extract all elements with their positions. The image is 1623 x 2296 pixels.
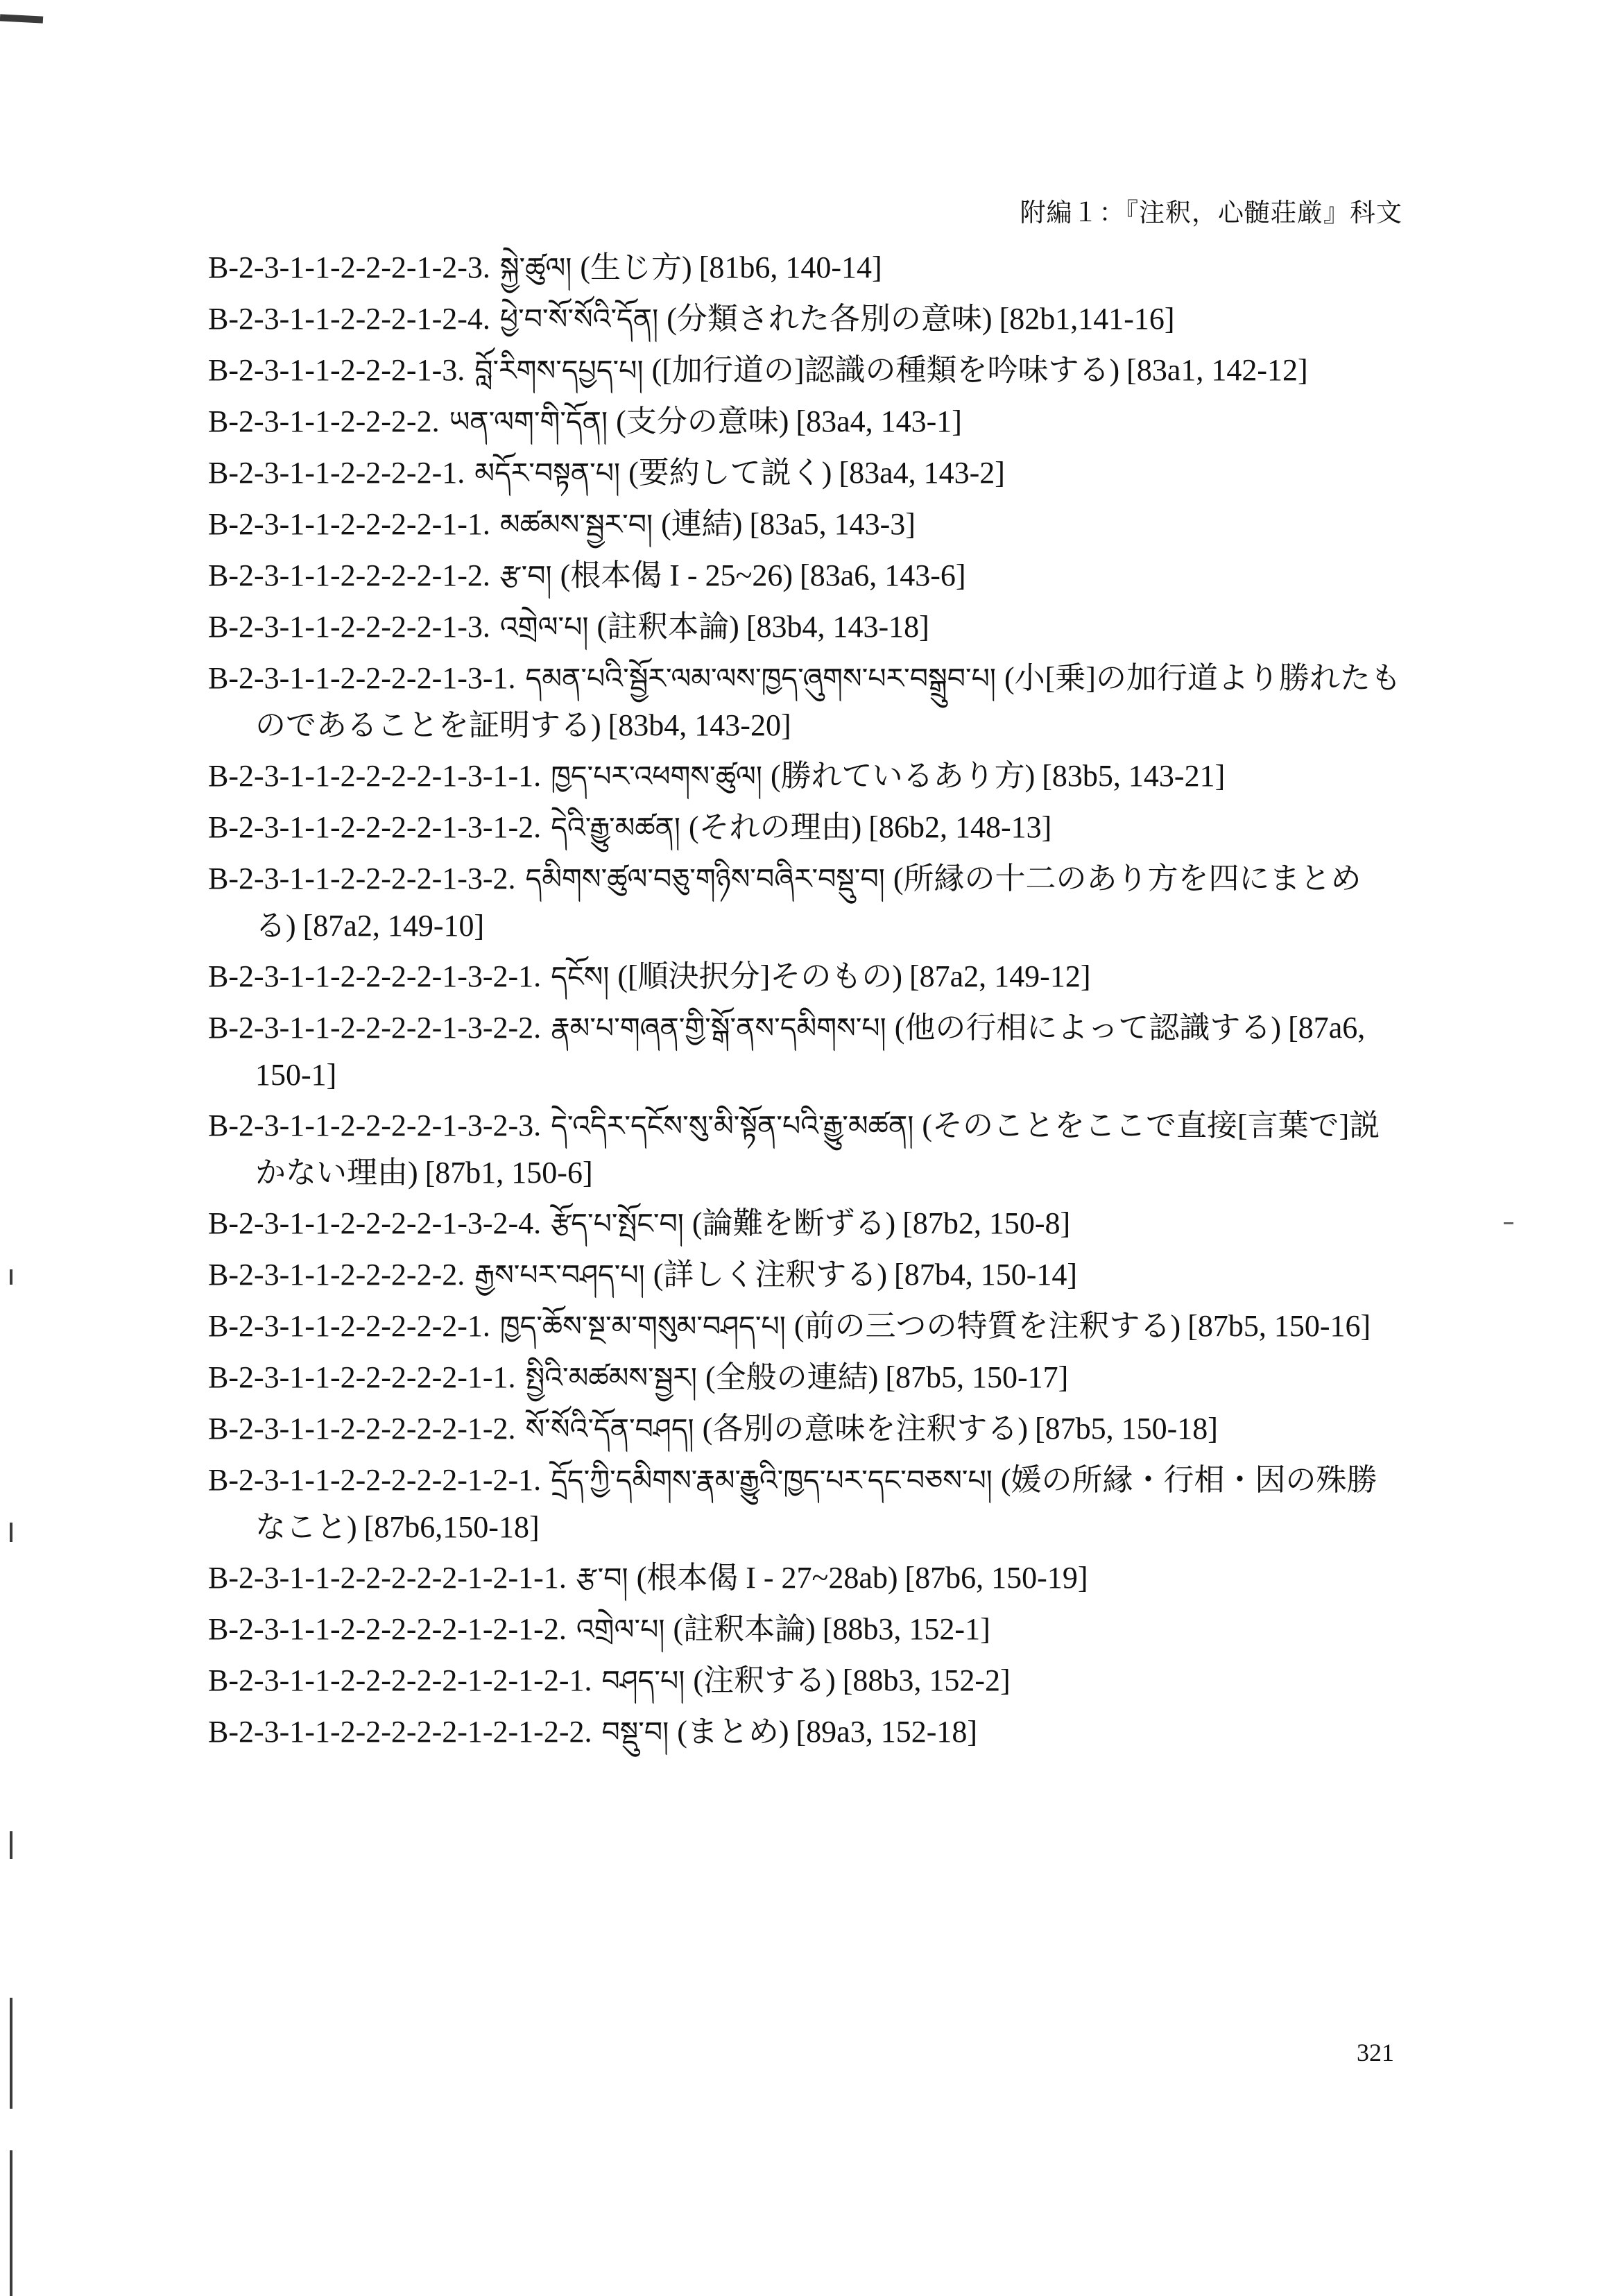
scan-edge-mark bbox=[10, 1831, 12, 1859]
japanese-gloss: (連結) bbox=[661, 507, 743, 541]
page-reference: [87a2, 149-12] bbox=[909, 959, 1091, 993]
tibetan-heading: དྲོད་ཀྱི་དམིགས་རྣམ་རྒྱུའི་ཁྱད་པར་དང་བཅས་པ། bbox=[551, 1464, 993, 1497]
outline-entry bbox=[208, 501, 1401, 548]
outline-entry bbox=[208, 855, 1401, 949]
outline-entry bbox=[208, 1405, 1401, 1453]
outline-entry bbox=[208, 1200, 1401, 1247]
outline-code: B-2-3-1-1-2-2-2-2-1-3-2-2. bbox=[208, 1011, 542, 1045]
tibetan-heading: རྣམ་པ་གཞན་གྱི་སྒོ་ནས་དམིགས་པ། bbox=[551, 1011, 886, 1045]
tibetan-heading: དེ་འདིར་དངོས་སུ་མི་སྟོན་པའི་རྒྱུ་མཚན། bbox=[551, 1109, 914, 1142]
tibetan-heading: འགྲེལ་པ། bbox=[499, 610, 589, 644]
page-reference: [83a4, 143-1] bbox=[796, 404, 962, 438]
outline-code: B-2-3-1-1-2-2-2-2-1-3. bbox=[208, 610, 490, 644]
running-head: 附編１：『注釈，心髄荘厳』科文 bbox=[1020, 199, 1402, 228]
tibetan-heading: འགྲེལ་པ། bbox=[576, 1613, 665, 1646]
outline-entry bbox=[208, 398, 1401, 445]
outline-code: B-2-3-1-1-2-2-2-1-2-3. bbox=[208, 250, 490, 284]
outline-entry bbox=[208, 1251, 1401, 1299]
tibetan-heading: ཡན་ལག་གི་དོན། bbox=[449, 405, 608, 438]
tibetan-heading: ཕྱེ་བ་སོ་སོའི་དོན། bbox=[499, 302, 659, 336]
outline-entry bbox=[208, 804, 1401, 851]
outline-code: B-2-3-1-1-2-2-2-2-1-3-1. bbox=[208, 661, 516, 695]
page-reference: [87b5, 150-17] bbox=[885, 1360, 1069, 1394]
page-reference: [82b1,141-16] bbox=[999, 302, 1175, 336]
outline-entry bbox=[208, 1354, 1401, 1401]
japanese-gloss: (そのことをここで直接[言葉で]説かない理由) bbox=[255, 1108, 1380, 1190]
outline-code: B-2-3-1-1-2-2-2-2-2-1-2-1-1. bbox=[208, 1561, 567, 1595]
scan-edge-mark bbox=[1504, 1222, 1513, 1224]
outline-entry bbox=[208, 1554, 1401, 1602]
tibetan-heading: དེའི་རྒྱུ་མཚན། bbox=[551, 811, 680, 844]
page-reference: [87b1, 150-6] bbox=[424, 1156, 593, 1190]
outline-entry bbox=[208, 244, 1401, 291]
japanese-gloss: (詳しく注釈する) bbox=[653, 1258, 888, 1292]
outline-code: B-2-3-1-1-2-2-2-2-2-1-2-1. bbox=[208, 1463, 542, 1497]
japanese-gloss: (小[乗]の加行道より勝れたものであることを証明する) bbox=[255, 661, 1401, 742]
page-reference: [83b4, 143-20] bbox=[608, 708, 791, 742]
tibetan-heading: རྩོད་པ་སྤོང་བ། bbox=[551, 1207, 684, 1240]
japanese-gloss: (分類された各別の意味) bbox=[667, 302, 993, 336]
japanese-gloss: (勝れているあり方) bbox=[770, 759, 1036, 793]
page-reference: [87b4, 150-14] bbox=[894, 1258, 1078, 1292]
outline-entry bbox=[208, 552, 1401, 599]
scan-edge-mark bbox=[10, 2150, 12, 2296]
outline-entry bbox=[208, 1004, 1401, 1098]
tibetan-heading: ཁྱད་པར་འཕགས་ཚུལ། bbox=[551, 760, 762, 793]
scan-edge-mark bbox=[0, 14, 43, 23]
outline-code: B-2-3-1-1-2-2-2-2-2-1. bbox=[208, 1309, 490, 1343]
tibetan-heading: མདོར་བསྟན་པ། bbox=[474, 456, 621, 490]
page-reference: [88b3, 152-1] bbox=[822, 1612, 990, 1646]
outline-entry bbox=[208, 1303, 1401, 1350]
outline-code: B-2-3-1-1-2-2-2-2-1-3-2. bbox=[208, 862, 516, 896]
japanese-gloss: (根本偈 I - 25~26) bbox=[560, 558, 793, 592]
japanese-gloss: (前の三つの特質を注釈する) bbox=[793, 1309, 1181, 1343]
tibetan-heading: བཤད་པ། bbox=[601, 1664, 685, 1697]
japanese-gloss: (まとめ) bbox=[677, 1715, 789, 1749]
outline-entry bbox=[208, 953, 1401, 1000]
outline-code: B-2-3-1-1-2-2-2-2-2-1-2-1-2. bbox=[208, 1612, 567, 1646]
japanese-gloss: ([加行道の]認識の種類を吟味する) bbox=[651, 353, 1120, 387]
tibetan-heading: རྩ་བ། bbox=[499, 559, 552, 592]
tibetan-heading: དམིགས་ཚུལ་བཅུ་གཉིས་བཞིར་བསྡུ་བ། bbox=[525, 862, 885, 896]
page-reference: [83a5, 143-3] bbox=[749, 507, 916, 541]
japanese-gloss: (注釈する) bbox=[693, 1663, 836, 1697]
outline-code: B-2-3-1-1-2-2-2-1-2-4. bbox=[208, 302, 490, 336]
outline-code: B-2-3-1-1-2-2-2-2-1-3-2-1. bbox=[208, 959, 542, 993]
page-reference: [89a3, 152-18] bbox=[796, 1715, 978, 1749]
page-number: 321 bbox=[1357, 2039, 1394, 2066]
page-reference: [83a1, 142-12] bbox=[1126, 353, 1308, 387]
outline-entry bbox=[208, 1657, 1401, 1704]
tibetan-heading: སྤྱིའི་མཚམས་སྦྱར། bbox=[525, 1361, 698, 1394]
outline-code: B-2-3-1-1-2-2-2-1-3. bbox=[208, 353, 465, 387]
outline-code: B-2-3-1-1-2-2-2-2-2-1-2-1-2-2. bbox=[208, 1715, 592, 1749]
outline-code: B-2-3-1-1-2-2-2-2. bbox=[208, 404, 440, 438]
page-reference: [83b4, 143-18] bbox=[746, 610, 929, 644]
page-reference: [87b6, 150-19] bbox=[904, 1561, 1088, 1595]
outline-code: B-2-3-1-1-2-2-2-2-2. bbox=[208, 1258, 465, 1292]
japanese-gloss: (媛の所縁・行相・因の殊勝なこと) bbox=[255, 1463, 1377, 1544]
outline-code: B-2-3-1-1-2-2-2-2-1-1. bbox=[208, 507, 490, 541]
page-reference: [87b5, 150-18] bbox=[1034, 1412, 1218, 1446]
page-reference: [87b5, 150-16] bbox=[1187, 1309, 1371, 1343]
outline-entry bbox=[208, 655, 1401, 748]
tibetan-heading: ཁྱད་ཆོས་སྔ་མ་གསུམ་བཤད་པ། bbox=[499, 1310, 786, 1343]
japanese-gloss: (全般の連結) bbox=[705, 1360, 879, 1394]
japanese-gloss: (論難を断ずる) bbox=[692, 1206, 896, 1240]
outline-code: B-2-3-1-1-2-2-2-2-1-3-2-3. bbox=[208, 1108, 542, 1142]
japanese-gloss: (要約して説く) bbox=[628, 456, 832, 490]
outline-entry bbox=[208, 295, 1401, 343]
outline-code: B-2-3-1-1-2-2-2-2-1-3-2-4. bbox=[208, 1206, 542, 1240]
japanese-gloss: ([順決択分]そのもの) bbox=[617, 959, 902, 993]
outline-entry bbox=[208, 603, 1401, 651]
japanese-gloss: (註釈本論) bbox=[673, 1612, 816, 1646]
japanese-gloss: (所縁の十二のあり方を四にまとめる) bbox=[255, 862, 1362, 943]
japanese-gloss: (他の行相によって認識する) bbox=[894, 1011, 1282, 1045]
outline-code: B-2-3-1-1-2-2-2-2-1-3-1-1. bbox=[208, 759, 542, 793]
page-reference: [87a6, 150-1] bbox=[255, 1011, 1366, 1092]
outline-entry bbox=[208, 1606, 1401, 1653]
page-reference: [81b6, 140-14] bbox=[698, 250, 882, 284]
scan-edge-mark bbox=[10, 1523, 12, 1542]
tibetan-heading: དམན་པའི་སྦྱོར་ལམ་ལས་ཁྱད་ཞུགས་པར་བསྒྲུབ་པ། bbox=[525, 662, 996, 695]
japanese-gloss: (各別の意味を注釈する) bbox=[702, 1412, 1028, 1446]
tibetan-heading: མཚམས་སྦྱར་བ། bbox=[499, 508, 653, 541]
page-reference: [87b6,150-18] bbox=[363, 1510, 540, 1544]
page-reference: [83a4, 143-2] bbox=[839, 456, 1005, 490]
tibetan-heading: དངོས། bbox=[551, 960, 610, 993]
outline-entry bbox=[208, 449, 1401, 497]
outline-code: B-2-3-1-1-2-2-2-2-1. bbox=[208, 456, 465, 490]
outline-code: B-2-3-1-1-2-2-2-2-2-1-2-1-2-1. bbox=[208, 1663, 592, 1697]
scan-edge-mark bbox=[10, 1269, 12, 1285]
japanese-gloss: (それの理由) bbox=[688, 810, 862, 844]
tibetan-heading: སོ་སོའི་དོན་བཤད། bbox=[525, 1412, 694, 1446]
japanese-gloss: (註釈本論) bbox=[596, 610, 739, 644]
outline-code: B-2-3-1-1-2-2-2-2-1-3-1-2. bbox=[208, 810, 542, 844]
japanese-gloss: (生じ方) bbox=[580, 250, 692, 284]
outline-entry bbox=[208, 1102, 1401, 1196]
page-reference: [87a2, 149-10] bbox=[302, 909, 485, 943]
tibetan-heading: བསྡུ་བ། bbox=[601, 1715, 669, 1749]
outline-entry bbox=[208, 1457, 1401, 1550]
japanese-gloss: (根本偈 I - 27~28ab) bbox=[636, 1561, 898, 1595]
tibetan-heading: བློ་རིགས་དཔྱད་པ། bbox=[474, 354, 644, 387]
japanese-gloss: (支分の意味) bbox=[616, 404, 789, 438]
outline-entry bbox=[208, 753, 1401, 800]
page-reference: [83b5, 143-21] bbox=[1042, 759, 1226, 793]
outline-entry bbox=[208, 347, 1401, 394]
tibetan-heading: རྒྱས་པར་བཤད་པ། bbox=[474, 1258, 645, 1292]
tibetan-heading: སྐྱེ་ཚུལ། bbox=[499, 251, 572, 284]
outline-list bbox=[208, 244, 1401, 1760]
page-reference: [88b3, 152-2] bbox=[842, 1663, 1011, 1697]
outline-code: B-2-3-1-1-2-2-2-2-1-2. bbox=[208, 558, 490, 592]
page-reference: [86b2, 148-13] bbox=[868, 810, 1052, 844]
tibetan-heading: རྩ་བ། bbox=[576, 1561, 628, 1595]
outline-code: B-2-3-1-1-2-2-2-2-2-1-1. bbox=[208, 1360, 516, 1394]
outline-code: B-2-3-1-1-2-2-2-2-2-1-2. bbox=[208, 1412, 516, 1446]
scan-edge-mark bbox=[10, 1998, 12, 2109]
page-reference: [87b2, 150-8] bbox=[902, 1206, 1071, 1240]
page-reference: [83a6, 143-6] bbox=[800, 558, 966, 592]
outline-entry bbox=[208, 1708, 1401, 1756]
